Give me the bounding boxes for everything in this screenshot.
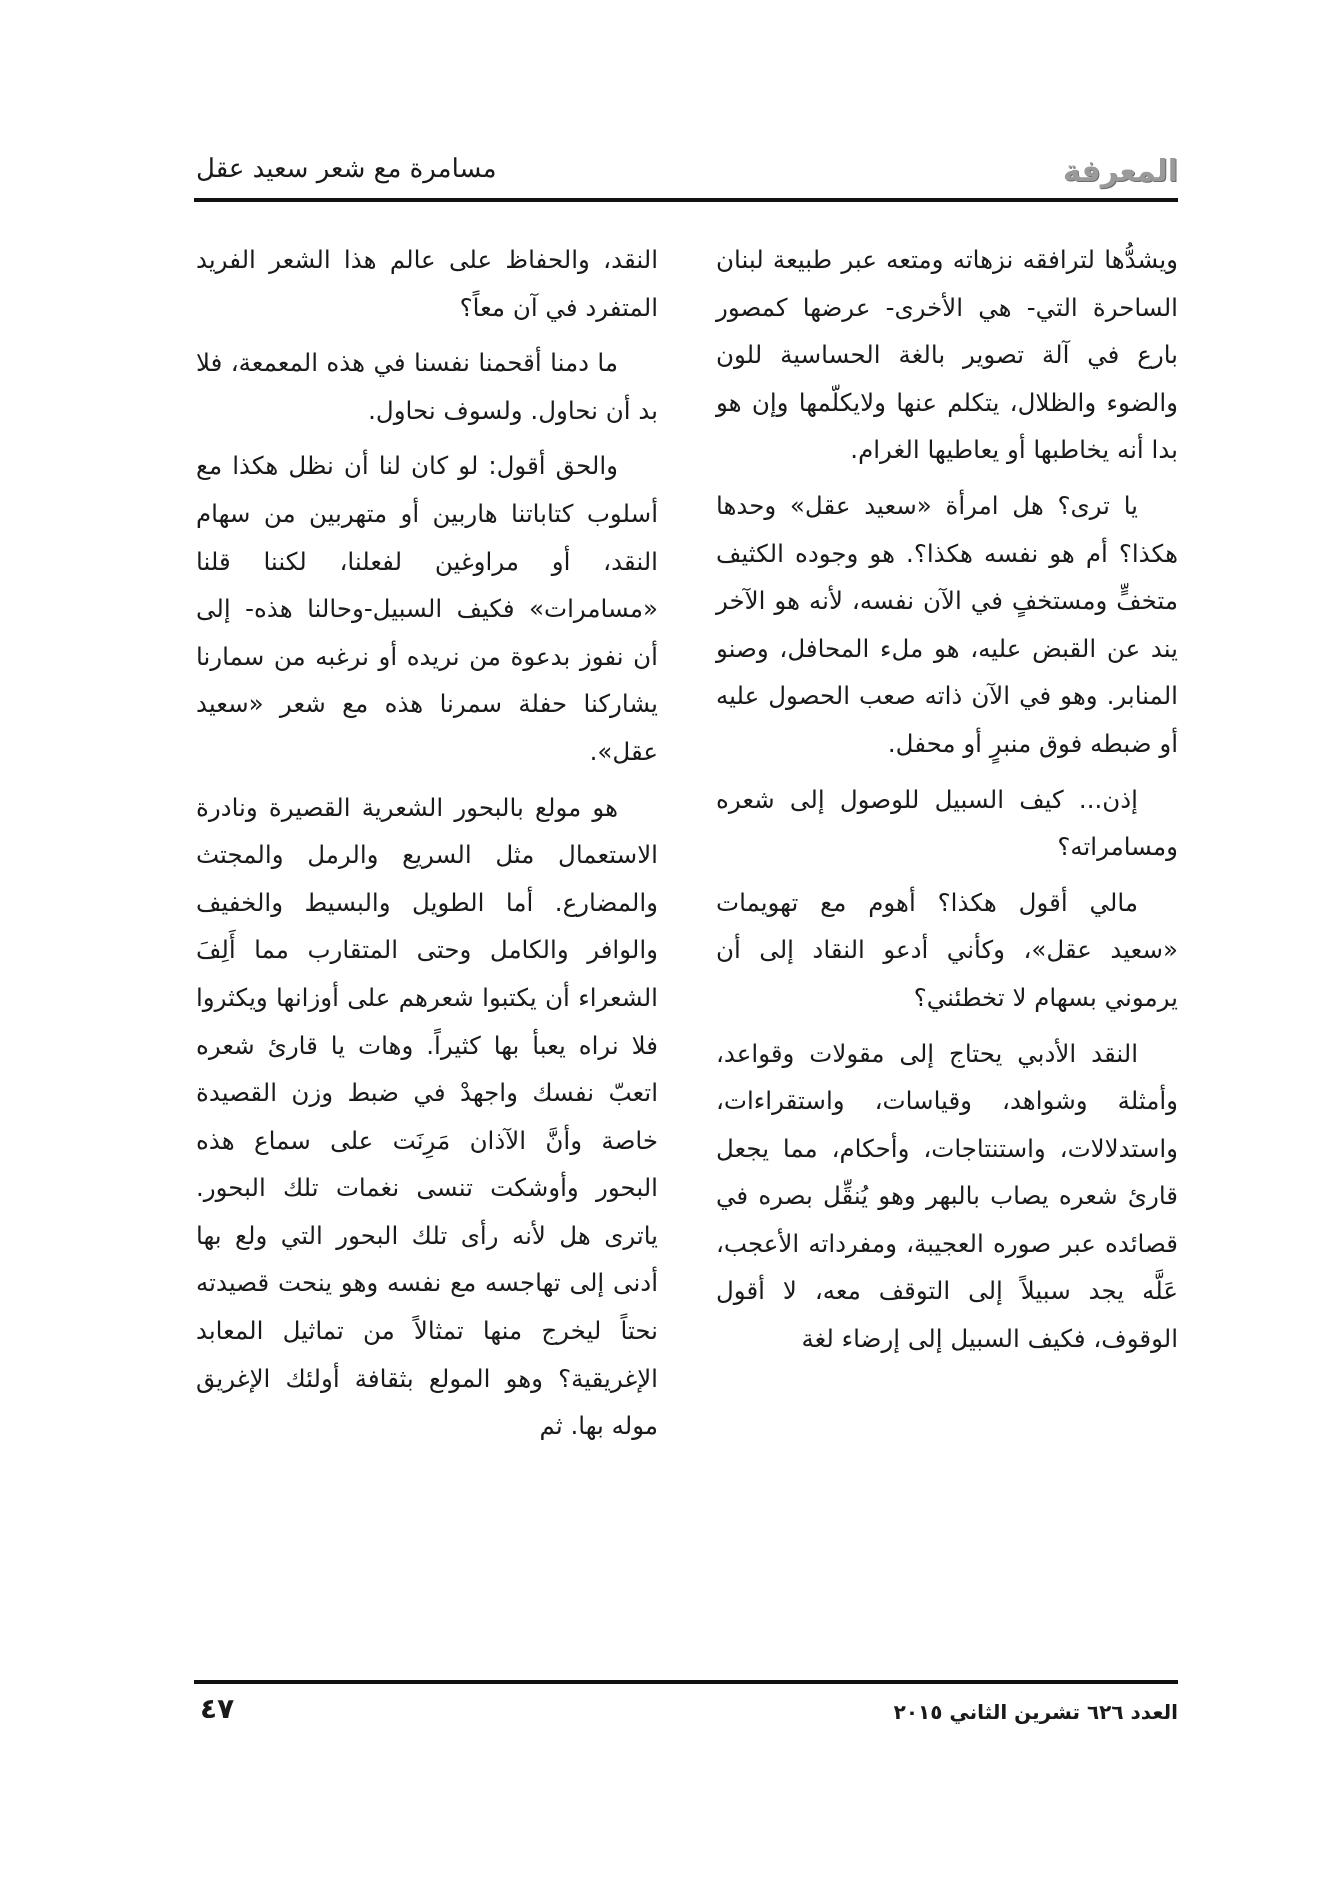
paragraph: ما دمنا أقحمنا نفسنا في هذه المعمعة، فلا بد أن نحاول. ولسوف نحاول. [196,348,658,425]
article-column-left [196,236,658,1676]
paragraph: النقد، والحفاظ على عالم هذا الشعر الفريد المتفرد في آن معاً؟ [196,245,658,322]
paragraph: ويشدُّها لترافقه نزهاته ومتعه عبر طبيعة لبنان الساحرة التي- هي الأخرى- عرضها كمصور بارع في آلة تصوير بالغة الحساسية للون والضوء والظلال، يتكلم عنها ولايكلّمها وإن هو بدا أنه يخاطبها أو يعاطيها الغرام. [716,245,1178,465]
paragraph: النقد الأدبي يحتاج إلى مقولات وقواعد، وأمثلة وشواهد، وقياسات، واستقراءات، واستدلالات، واستنتاجات، وأحكام، مما يجعل قارئ شعره يصاب بالبهر وهو يُنقِّل بصره في قصائده عبر صوره العجيبة، ومفرداته الأعجب، عَلَّه يجد سبيلاً إلى التوقف معه، لا أقول الوقوف، فكيف السبيل إلى إرضاء لغة [716,1038,1178,1354]
footer-rule [194,1680,1178,1684]
paragraph: والحق أقول: لو كان لنا أن نظل هكذا مع أسلوب كتاباتنا هاربين أو متهربين من سهام النقد، أو مراوغين لفعلنا، لكننا قلنا «مسامرات» فكيف السبيل-وحالنا هذه- إلى أن نفوز بدعوة من نريده أو نرغبه من سمارنا يشاركنا حفلة سمرنا هذه مع شعر «سعيد عقل». [196,451,658,766]
paragraph: يا ترى؟ هل امرأة «سعيد عقل» وحدها هكذا؟ أم هو نفسه هكذا؟. هو وجوده الكثيف متخفٍّ ومستخفٍ في الآن نفسه، لأنه هو الآخر يند عن القبض عليه، هو ملء المحافل، وصنو المنابر. وهو في الآن ذاته صعب الحصول عليه أو ضبطه فوق منبرٍ أو محفل. [716,490,1178,758]
running-title: مسامرة مع شعر سعيد عقل [196,154,497,184]
paragraph: مالي أقول هكذا؟ أهوم مع تهويمات «سعيد عقل»، وكأني أدعو النقاد إلى أن يرموني بسهام لا تخطئني؟ [716,887,1178,1012]
page-header [196,148,1178,196]
page-number: ٤٧ [200,1692,235,1725]
issue-info: العدد ٦٢٦ تشرين الثاني ٢٠١٥ [893,1700,1178,1724]
header-rule [194,198,1178,202]
paragraph: إذن... كيف السبيل للوصول إلى شعره ومسامراته؟ [716,784,1178,862]
paragraph: هو مولع بالبحور الشعرية القصيرة ونادرة الاستعمال مثل السريع والرمل والمجتث والمضارع. أما الطويل والبسيط والخفيف والوافر والكامل وحتى المتقارب مما أَلِفَ الشعراء أن يكتبوا شعرهم على أوزانها ويكثروا فلا نراه يعبأ بها كثيراً. وهات يا قارئ شعره اتعبّ نفسك واجهدْ في ضبط وزن القصيدة خاصة وأنَّ الآذان مَرِنَت على سماع هذه البحور وأوشكت تنسى نغمات تلك البحور. ياترى هل لأنه رأى تلك البحور التي ولع بها أدنى إلى تهاجسه مع نفسه وهو ينحت قصيدته نحتاً ليخرج منها تمثالاً من تماثيل المعابد الإغريقية؟ وهو المولع بثقافة أولئك الإغريق موله بها. ثم [196,792,658,1441]
magazine-logo: المعرفة [1062,154,1178,189]
article-column-right [716,236,1178,1676]
